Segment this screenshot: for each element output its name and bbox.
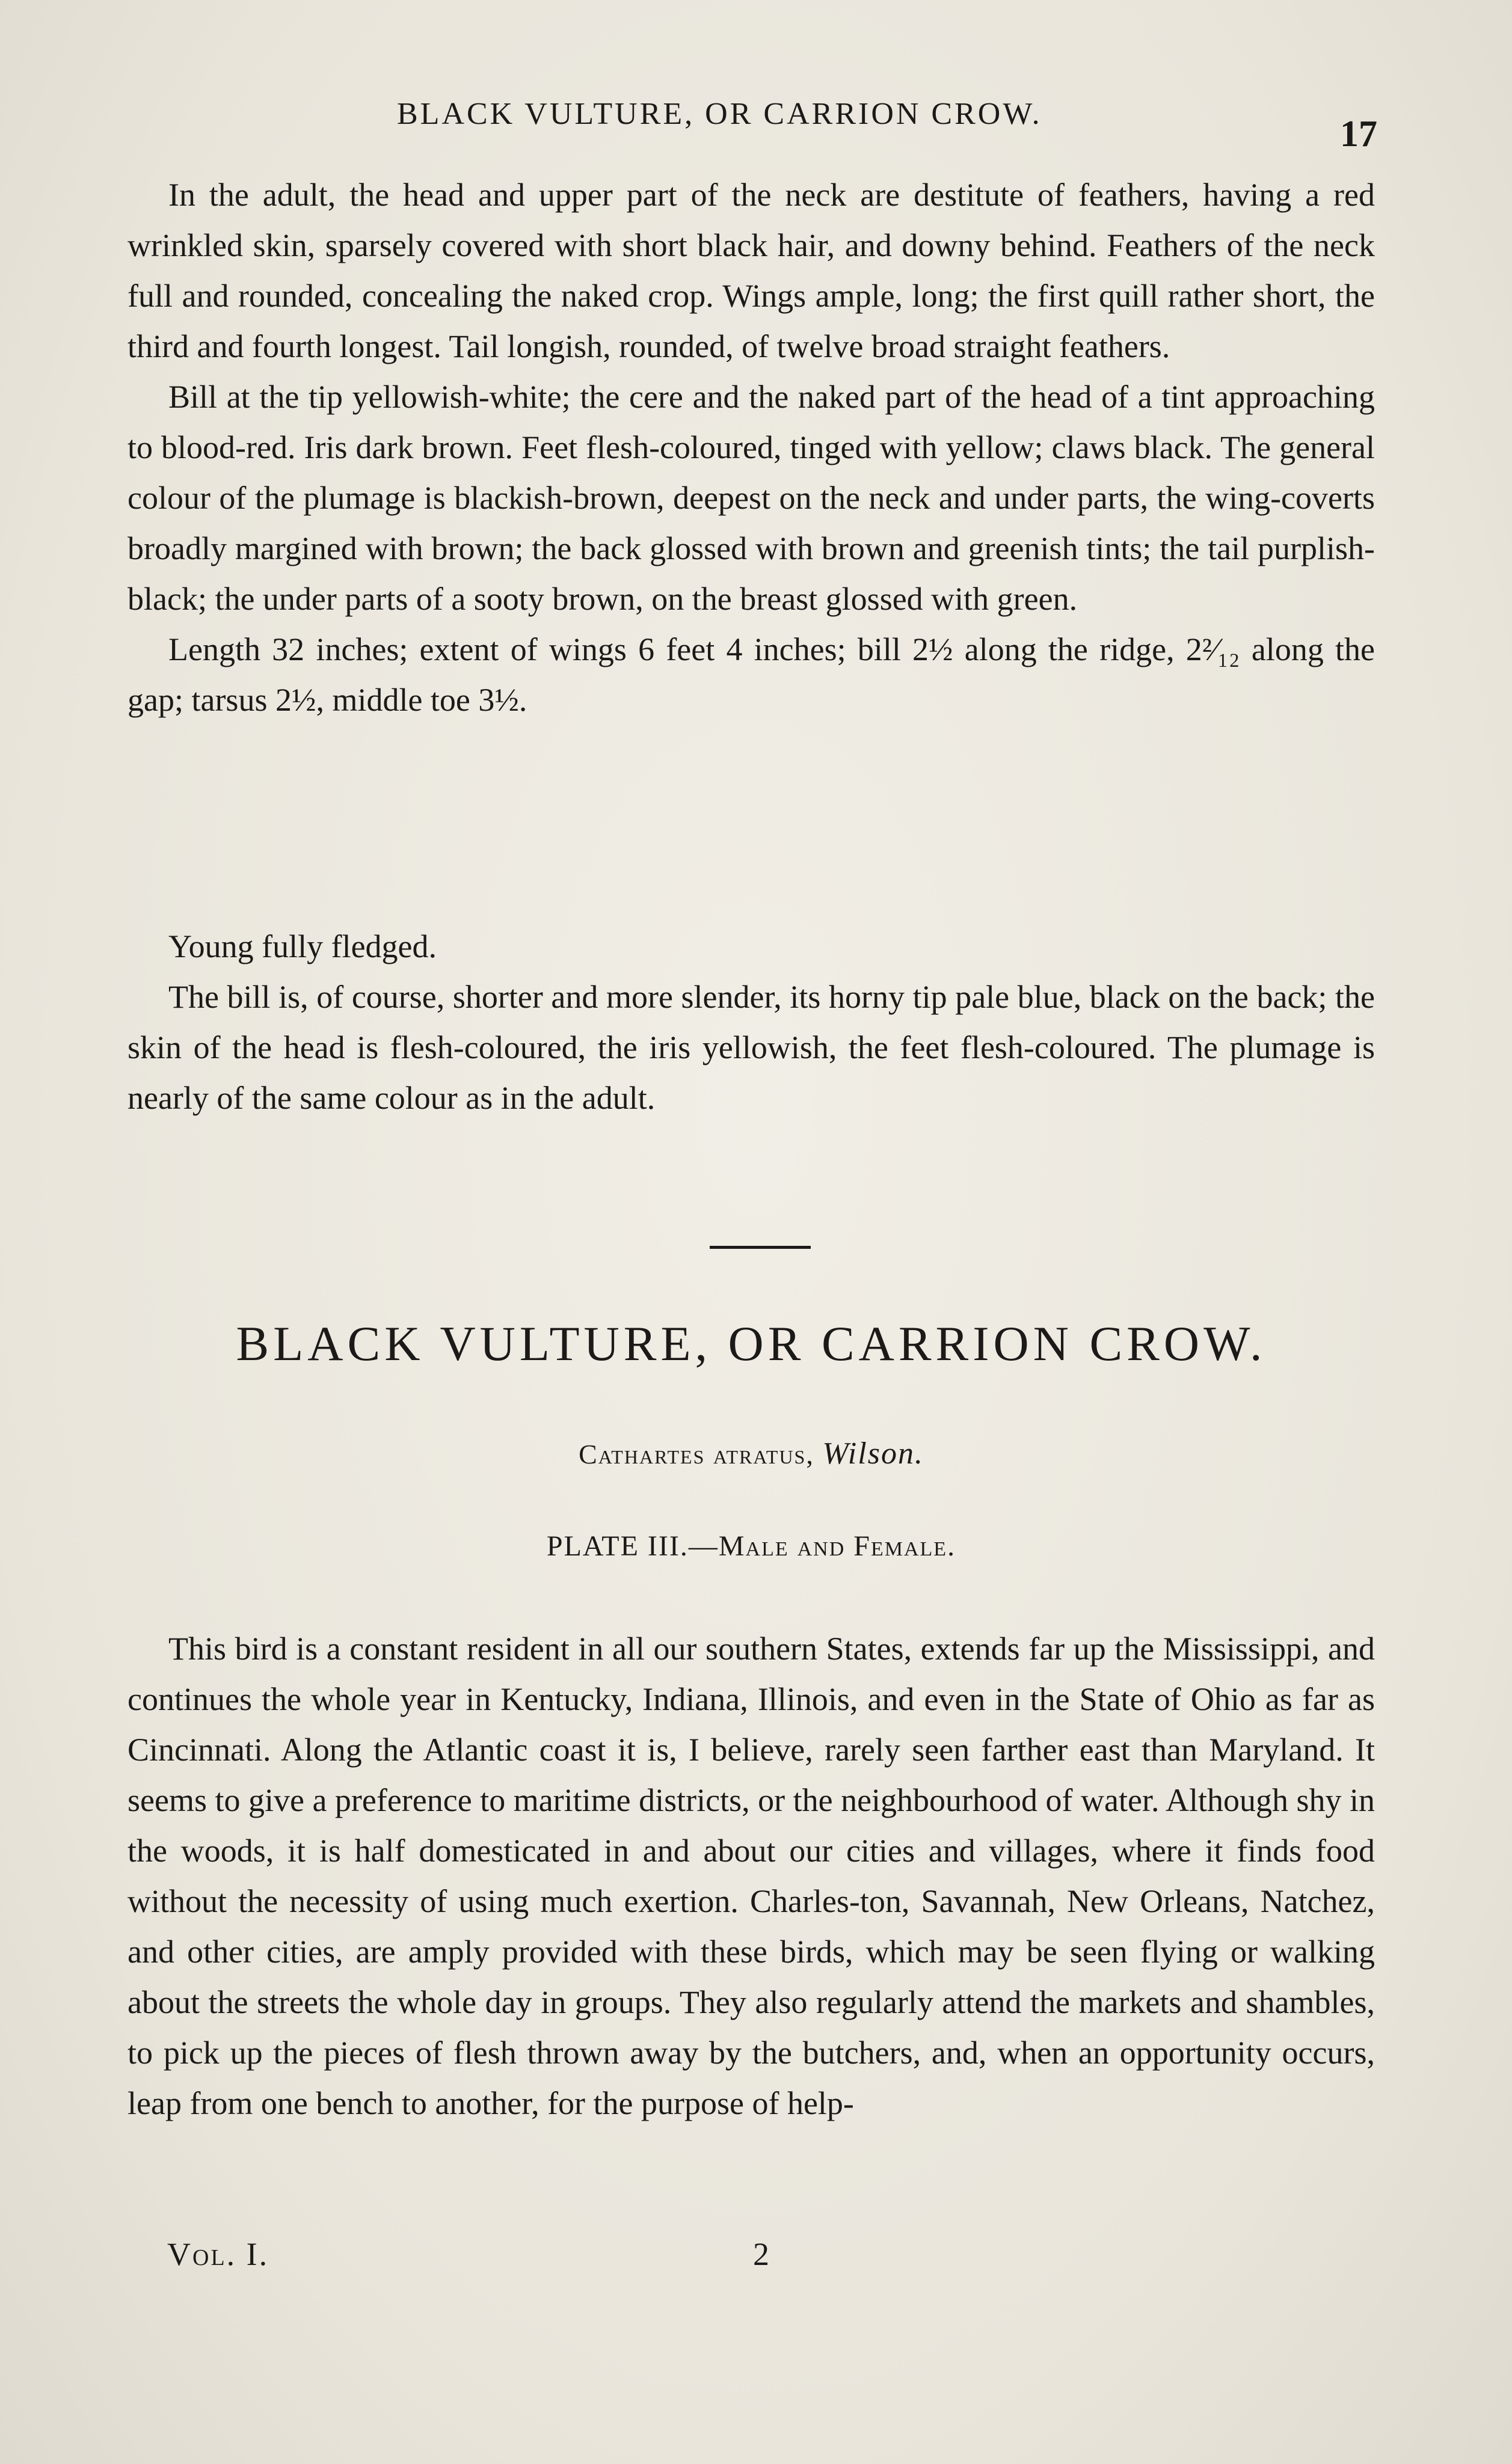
plate-label: PLATE III.— (546, 1530, 719, 1562)
page-number: 17 (1340, 114, 1377, 155)
signature-mark: 2 (753, 2236, 769, 2272)
volume-label: Vol. I. (167, 2236, 269, 2272)
description-section (128, 170, 1375, 725)
section-title: BLACK VULTURE, OR CARRION CROW. (236, 1316, 1267, 1371)
species-name: Cathartes atratus, (579, 1439, 814, 1470)
species-author: Wilson. (822, 1436, 924, 1471)
body-paragraph: This bird is a constant resident in all our southern States, extends far up the Mississippi, and continues the whole year in Kentucky, Indiana, Illinois, and even in the State of Ohio as far as Cincinnati. Along the Atlantic coast it is, I believe, rarely seen farther east than Maryland. It seems to give a preference to maritime districts, or the neighbourhood of water. Although shy in the woods, it is half domesticated in and about our cities and villages, where it finds food without the necessity of using much exertion. Charles-ton, Savannah, New Orleans, Natchez, and other cities, are amply provided with these birds, which may be seen flying or walking about the streets the whole day in groups. They also regularly attend the markets and shambles, to pick up the pieces of flesh thrown away by the butchers, and, when an opportunity occurs, leap from one bench to another, for the purpose of help- (128, 1631, 1375, 2121)
section-divider (710, 1246, 811, 1249)
plate-caption: Male and Female. (718, 1530, 956, 1562)
young-heading: Young fully fledged. (168, 928, 437, 964)
description-paragraph: In the adult, the head and upper part of the neck are destitute of feathers, having a red wrinkled skin, sparsely covered with short black hair, and downy behind. Feathers of the neck full and rounded, concealing the naked crop. Wings ample, long; the first quill rather short, the third and fourth longest. Tail longish, rounded, of twelve broad straight feathers. (128, 177, 1375, 364)
young-section (128, 921, 1375, 1123)
species-line (128, 1436, 1375, 1471)
running-head-title: BLACK VULTURE, OR CARRION CROW. (397, 97, 1042, 131)
young-paragraph: The bill is, of course, shorter and more slender, its horny tip pale blue, black on the back; the skin of the head is flesh-coloured, the iris yellowish, the feet flesh-coloured. The plumage is nearly of the same colour as in the adult. (128, 979, 1375, 1116)
measurements-paragraph: Length 32 inches; extent of wings 6 feet 4 inches; bill 2½ along the ridge, 2²⁄₁₂ along the gap; tarsus 2½, middle toe 3½. (128, 631, 1375, 718)
plate-line (128, 1530, 1375, 1563)
description-paragraph: Bill at the tip yellowish-white; the cere and the naked part of the head of a tint approaching to blood-red. Iris dark brown. Feet flesh-coloured, tinged with yellow; claws black. The general colour of the plumage is blackish-brown, deepest on the neck and under parts, the wing-coverts broadly margined with brown; the back glossed with brown and greenish tints; the tail purplish-black; the under parts of a sooty brown, on the breast glossed with green. (128, 379, 1375, 617)
body-section (128, 1623, 1375, 2128)
